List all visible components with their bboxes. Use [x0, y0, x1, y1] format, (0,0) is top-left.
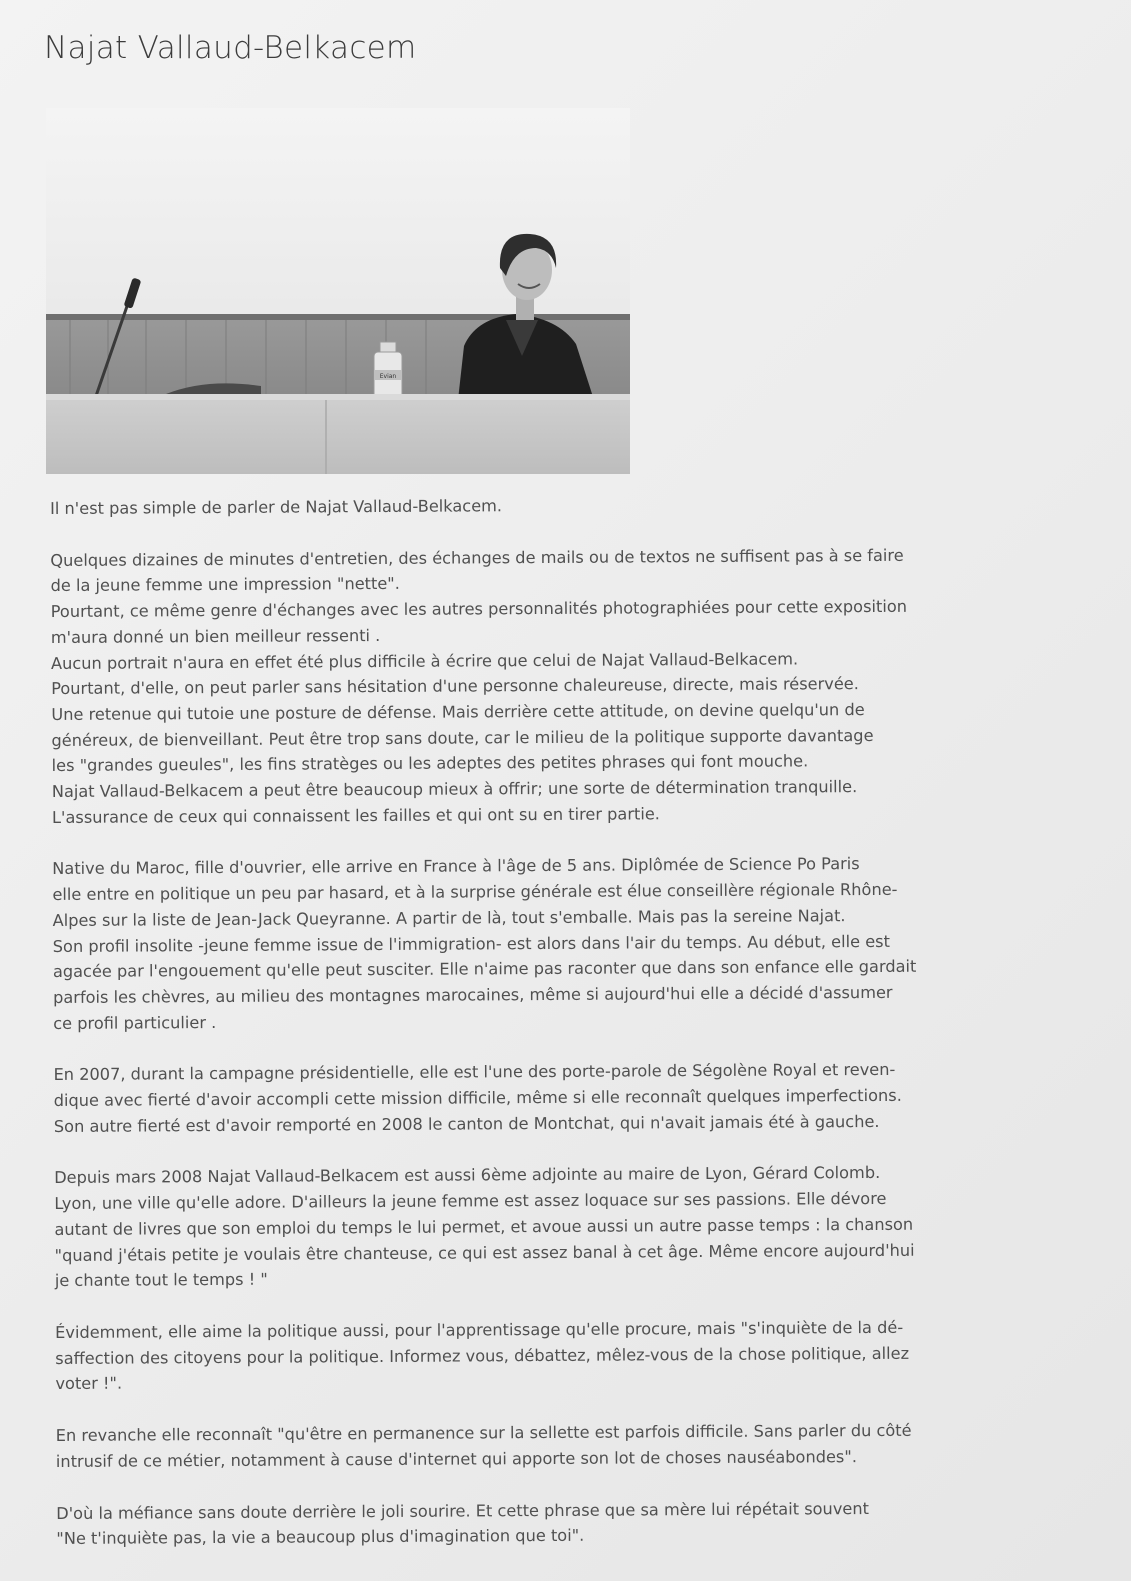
text-line: agacée par l'engouement qu'elle peut susciter. Elle n'aime pas raconter que dans son enfance elle gardait — [52, 956, 917, 982]
text-line: voter !". — [55, 1373, 123, 1394]
text-line: Son profil insolite -jeune femme issue de l'immigration- est alors dans l'air du temps. Au début, elle est — [52, 931, 890, 956]
text-line: En 2007, durant la campagne présidentielle, elle est l'une des porte-parole de Ségolène Royal et reven- — [53, 1060, 896, 1085]
paragraph — [50, 490, 1090, 522]
text-line: Pourtant, ce même genre d'échanges avec les autres personnalités photographiées pour cette exposition — [50, 596, 908, 622]
text-line: En revanche elle reconnaît "qu'être en permanence sur la sellette est parfois difficile. Sans parler du côté — [55, 1420, 912, 1446]
paragraph — [50, 541, 1092, 830]
text-line: parfois les chèvres, au milieu des montagnes marocaines, même si aujourd'hui elle a décidé d'assumer — [53, 982, 893, 1007]
text-line: je chante tout le temps ! " — [54, 1269, 268, 1291]
portrait-photo — [46, 108, 630, 474]
text-line: Depuis mars 2008 Najat Vallaud-Belkacem est aussi 6ème adjointe au maire de Lyon, Gérard Colomb. — [54, 1163, 881, 1188]
text-line: de la jeune femme une impression "nette". — [50, 574, 400, 596]
text-line: Évidemment, elle aime la politique aussi, pour l'apprentissage qu'elle procure, mais "s'inquiète de la dé- — [55, 1317, 904, 1342]
text-line: m'aura donné un bien meilleur ressenti . — [50, 625, 381, 647]
text-line: Il n'est pas simple de parler de Najat Vallaud-Belkacem. — [50, 496, 503, 518]
text-line: Lyon, une ville qu'elle adore. D'ailleurs la jeune femme est assez loquace sur ses passions. Elle dévore — [54, 1189, 887, 1214]
text-line: Quelques dizaines de minutes d'entretien, des échanges de mails ou de textos ne suffisent pas à se faire — [50, 545, 904, 570]
paragraph — [54, 1159, 1095, 1294]
text-line: D'où la méfiance sans doute derrière le joli sourire. Et cette phrase que sa mère lui répétait souvent — [56, 1498, 869, 1523]
text-line: Alpes sur la liste de Jean-Jack Queyranne. A partir de là, tout s'emballe. Mais pas la sereine Najat. — [52, 905, 846, 930]
text-line: Native du Maroc, fille d'ouvrier, elle arrive en France à l'âge de 5 ans. Diplômée de Science Po Paris — [52, 854, 860, 879]
text-line: Aucun portrait n'aura en effet été plus difficile à écrire que celui de Najat Vallaud-Belkacem. — [50, 648, 799, 673]
text-line: Une retenue qui tutoie une posture de défense. Mais derrière cette attitude, on devine quelqu'un de — [51, 699, 865, 724]
photo-scene — [46, 108, 630, 474]
desk — [46, 398, 630, 474]
text-line: Pourtant, d'elle, on peut parler sans hésitation d'une personne chaleureuse, directe, mais réservée. — [51, 674, 859, 699]
paragraph — [52, 850, 1093, 1036]
paragraph — [53, 1056, 1093, 1139]
text-line: Son autre fierté est d'avoir remporté en 2008 le canton de Montchat, qui n'avait jamais été à gauche. — [53, 1111, 880, 1136]
text-line: dique avec fierté d'avoir accompli cette mission difficile, même si elle reconnaît quelques imperfections. — [53, 1085, 902, 1111]
paragraph — [56, 1417, 1096, 1475]
text-line: autant de livres que son emploi du temps le lui permet, et avoue aussi un autre passe temps : la chanson — [54, 1214, 914, 1239]
paragraph — [56, 1494, 1096, 1552]
text-line: "Ne t'inquiète pas, la vie a beaucoup plus d'imagination que toi". — [56, 1525, 585, 1549]
text-line: ce profil particulier . — [53, 1012, 217, 1033]
text-line: L'assurance de ceux qui connaissent les failles et qui ont su en tirer partie. — [51, 804, 660, 827]
text-line: généreux, de bienveillant. Peut être trop sans doute, car le milieu de la politique supporte davantage — [51, 725, 874, 750]
text-line: les "grandes gueules", les fins stratèges ou les adeptes des petites phrases qui font mouche. — [51, 751, 809, 776]
text-line: elle entre en politique un peu par hasard, et à la surprise générale est élue conseillère régionale Rhône- — [52, 879, 898, 905]
page-title: Najat Vallaud-Belkacem — [44, 30, 417, 66]
text-line: intrusif de ce métier, notamment à cause d'internet qui apporte son lot de choses nauséabondes". — [55, 1446, 857, 1471]
text-line: Najat Vallaud-Belkacem a peut être beaucoup mieux à offrir; une sorte de détermination tranquille. — [51, 777, 858, 802]
article-body — [50, 490, 1097, 1578]
bottle-label: Evian — [379, 373, 397, 380]
text-line: saffection des citoyens pour la politique. Informez vous, débattez, mêlez-vous de la chose politique, allez — [55, 1343, 910, 1368]
paragraph — [55, 1314, 1095, 1397]
text-line: "quand j'étais petite je voulais être chanteuse, ce qui est assez banal à cet âge. Même encore aujourd'hui — [54, 1240, 915, 1265]
